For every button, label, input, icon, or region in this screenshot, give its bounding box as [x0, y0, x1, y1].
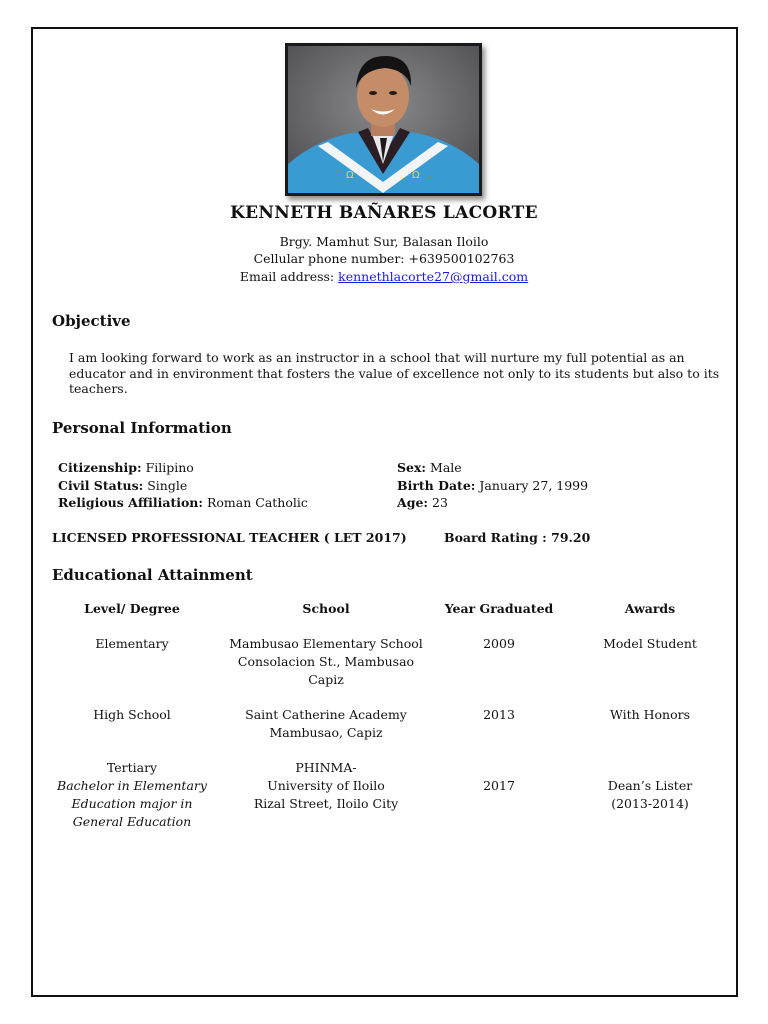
school-line: Capiz — [308, 672, 344, 687]
sex-label: Sex: — [397, 460, 427, 475]
row-tertiary-year: 2017 — [483, 778, 515, 793]
svg-text:Ω: Ω — [346, 170, 354, 181]
birth-date-value: January 27, 1999 — [479, 478, 589, 493]
board-rating: Board Rating : 79.20 — [444, 530, 591, 545]
birth-date-label: Birth Date: — [397, 478, 476, 493]
birth-date-field — [397, 478, 588, 493]
row-elementary-school — [226, 635, 426, 689]
citizenship-value: Filipino — [145, 460, 194, 475]
degree-line: General Education — [72, 814, 192, 829]
row-highschool-school — [226, 706, 426, 742]
citizenship-field — [58, 460, 194, 475]
civil-status-label: Civil Status: — [58, 478, 144, 493]
school-line: University of Iloilo — [267, 778, 385, 793]
civil-status-field — [58, 478, 187, 493]
col-header-year: Year Graduated — [444, 601, 554, 616]
degree-line: Bachelor in Elementary — [57, 778, 207, 793]
row-tertiary-award — [585, 777, 715, 813]
row-elementary-award: Model Student — [603, 636, 697, 651]
phone-line — [0, 251, 768, 266]
award-line: Dean’s Lister — [607, 778, 693, 793]
personal-info-heading: Personal Information — [52, 419, 232, 437]
row-highschool-level: High School — [93, 707, 171, 722]
award-line: (2013-2014) — [611, 796, 689, 811]
civil-status-value: Single — [147, 478, 188, 493]
license-title: LICENSED PROFESSIONAL TEACHER ( LET 2017) — [52, 530, 407, 545]
row-tertiary-school — [226, 759, 426, 813]
school-line: Rizal Street, Iloilo City — [253, 796, 399, 811]
row-elementary-level: Elementary — [95, 636, 169, 651]
email-label: Email address: — [239, 269, 335, 284]
religion-label: Religious Affiliation: — [58, 495, 204, 510]
age-field — [397, 495, 448, 510]
objective-text: I am looking forward to work as an instructor in a school that will nurture my full potential as an educator and in environment that fosters the value of excellence not only to its students but also to its teachers. — [69, 350, 720, 396]
age-label: Age: — [397, 495, 429, 510]
sex-value: Male — [430, 460, 462, 475]
col-header-level: Level/ Degree — [84, 601, 180, 616]
graduate-portrait — [288, 46, 479, 193]
col-header-awards: Awards — [624, 601, 676, 616]
level-label: Tertiary — [106, 760, 158, 775]
objective-heading: Objective — [52, 312, 131, 330]
religion-value: Roman Catholic — [207, 495, 308, 510]
phone-label: Cellular phone number: — [253, 251, 405, 266]
phone-number: +639500102763 — [408, 251, 515, 266]
email-link[interactable]: kennethlacorte27@gmail.com — [338, 269, 529, 284]
row-highschool-award: With Honors — [609, 707, 691, 722]
religion-field — [58, 495, 308, 510]
row-elementary-year: 2009 — [483, 636, 515, 651]
education-heading: Educational Attainment — [52, 566, 253, 584]
degree-line: Education major in — [71, 796, 193, 811]
school-line: PHINMA- — [295, 760, 357, 775]
school-line: Saint Catherine Academy — [245, 707, 407, 722]
school-line: Mambusao Elementary School — [229, 636, 423, 651]
row-highschool-year: 2013 — [483, 707, 515, 722]
sex-field — [397, 460, 462, 475]
age-value: 23 — [432, 495, 448, 510]
citizenship-label: Citizenship: — [58, 460, 142, 475]
svg-text:Ω: Ω — [412, 170, 420, 181]
profile-photo — [285, 43, 482, 196]
col-header-school: School — [302, 601, 350, 616]
email-line — [0, 269, 768, 284]
row-tertiary-level — [52, 759, 212, 831]
school-line: Consolacion St., Mambusao — [237, 654, 415, 669]
school-line: Mambusao, Capiz — [269, 725, 383, 740]
full-name: KENNETH BAÑARES LACORTE — [230, 203, 538, 223]
address: Brgy. Mamhut Sur, Balasan Iloilo — [279, 234, 489, 249]
